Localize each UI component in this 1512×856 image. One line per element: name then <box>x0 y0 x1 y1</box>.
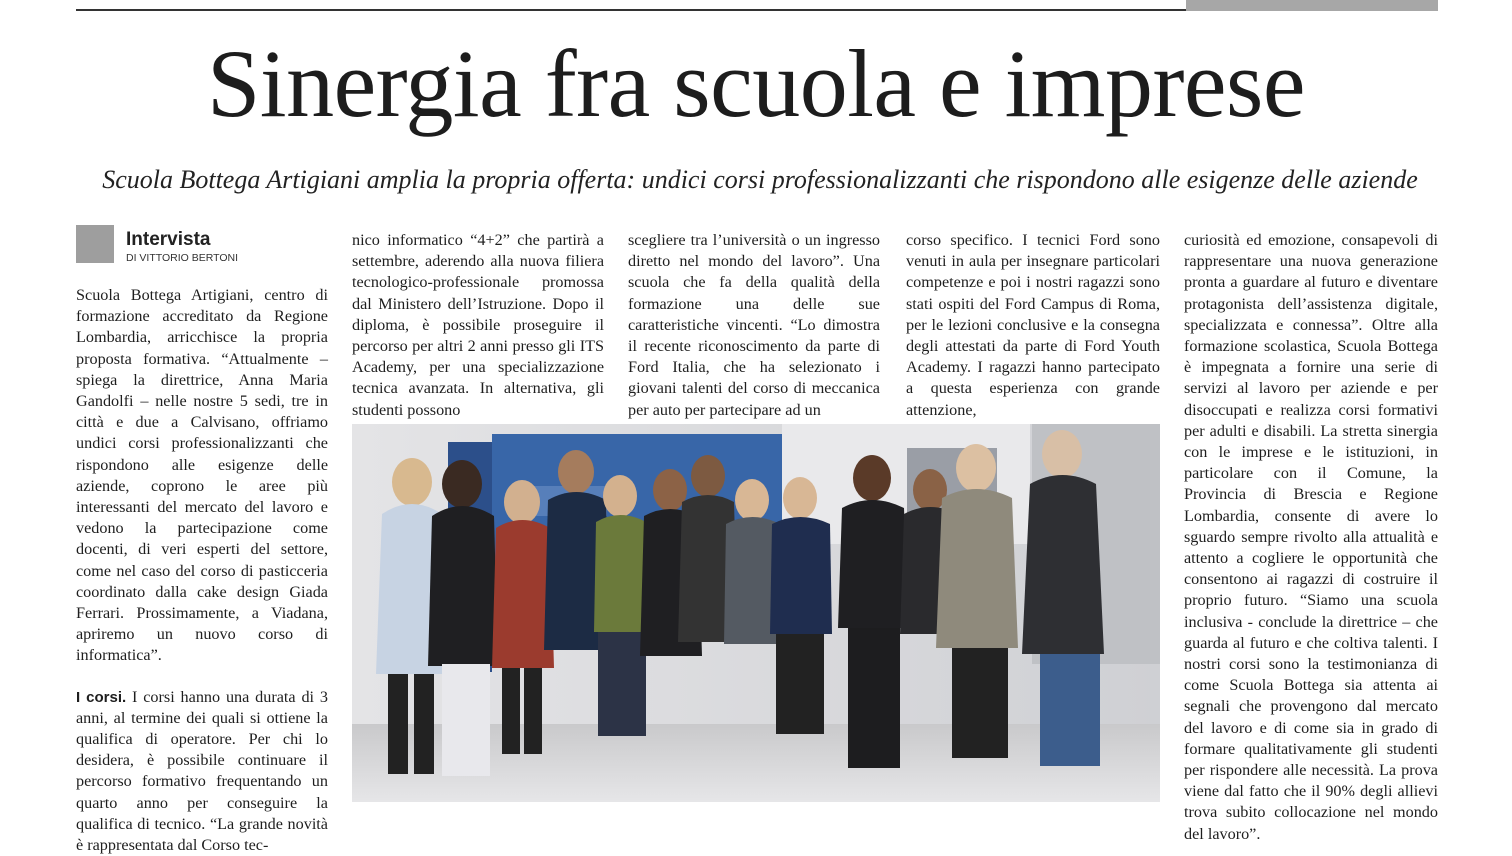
kicker-square-icon <box>76 225 114 263</box>
group-photo-illustration <box>352 424 1160 802</box>
subtitle: Scuola Bottega Artigiani amplia la propria offerta: undici corsi professionalizzanti che rispondono alle esigenze delle aziende <box>102 165 1418 194</box>
article-column-4 <box>906 230 1160 421</box>
paragraph-corsi <box>76 687 328 856</box>
article-column-1 <box>76 285 328 856</box>
paragraph-column-5: curiosità ed emozione, consapevoli di rappresentare una nuova generazione pronta a guardare al futuro e diventare protagonista dell’assistenza digitale, specializzata e connessa”. Oltre alla formazione scolastica, Scuola Bottega è impegnata a fornire una serie di servizi al lavoro per aziende e per disoccupati e realizza corsi formativi per adulti e disabili. La stretta sinergia con le imprese e le istituzioni, in particolare con il Comune, la Provincia di Brescia e Regione Lombardia, consente di avere lo sguardo sempre rivolto alla attualità e attento a cogliere le opportunità che consentono ai ragazzi di costruire il proprio futuro. “Siamo una scuola inclusiva - conclude la direttrice – che guarda al futuro e che coltiva talenti. I nostri corsi sono la testimonianza di come Scuola Bottega sia attenta ai segnali che provengono dal mercato del lavoro e di come sia in grado di formare qualitativamente gli studenti per rispondere alle necessità. La prova viene dal fatto che il 90% degli allievi trova subito collocazione nel mondo del lavoro”. <box>1184 231 1438 843</box>
byline: DI VITTORIO BERTONI <box>126 252 239 264</box>
paragraph-column-2: nico informatico “4+2” che partirà a settembre, aderendo alla nuova filiera tecnologico-professionale promossa dal Ministero dell’Istruzione. Dopo il diploma, è possibile proseguire il percorso per altri 2 anni presso gli ITS Academy, per una specializzazione tecnica avanzata. In alternativa, gli studenti possono <box>352 231 604 419</box>
lead-in: I corsi. <box>76 688 127 706</box>
paragraph-column-3: scegliere tra l’università o un ingresso diretto nel mondo del lavoro”. Una scuola che fa della qualità della formazione una delle sue caratteristiche vincenti. “Lo dimostra il recente riconoscimento da parte di Ford Italia, che ha selezionato i giovani talenti del corso di meccanica per auto per partecipare ad un <box>628 231 880 419</box>
headline: Sinergia fra scuola e imprese <box>207 30 1305 137</box>
article-column-3 <box>628 230 880 421</box>
group-photo <box>352 424 1160 802</box>
paragraph-column-4: corso specifico. I tecnici Ford sono venuti in aula per insegnare particolari competenze e poi i nostri ragazzi sono stati ospiti del Ford Campus di Roma, per le lezioni conclusive e la consegna degli attestati da parte di Ford Youth Academy. I ragazzi hanno partecipato a questa esperienza con grande attenzione, <box>906 231 1160 419</box>
top-rule <box>76 9 1186 11</box>
paragraph-corsi-text: I corsi hanno una durata di 3 anni, al termine dei quali si ottiene la qualifica di operatore. Per chi lo desidera, è possibile continuare il percorso formativo frequentando un quarto anno per conseguire la qualifica di tecnico. “La grande novità è rappresentata dal Corso tec- <box>76 687 328 855</box>
paragraph-intro: Scuola Bottega Artigiani, centro di formazione accreditato da Regione Lombardia, arricchisce la propria proposta formativa. “Attualmente – spiega la direttrice, Anna Maria Gandolfi – nelle nostre 5 sedi, tre in città e due a Calvisano, offriamo undici corsi professionalizzanti che rispondono alle esigenze delle aziende, coprono le aree più interessanti del mercato del lavoro e vedono la partecipazione come docenti, di veri esperti del settore, come nel caso del corso di pasticceria coordinato dalla cake design Giada Ferrari. Prossimamente, a Viadana, apriremo un nuovo corso di informatica”. <box>76 286 328 665</box>
article-column-5 <box>1184 230 1438 845</box>
article-column-2 <box>352 230 604 421</box>
kicker-title: Intervista <box>126 229 211 250</box>
corner-block <box>1186 0 1438 11</box>
